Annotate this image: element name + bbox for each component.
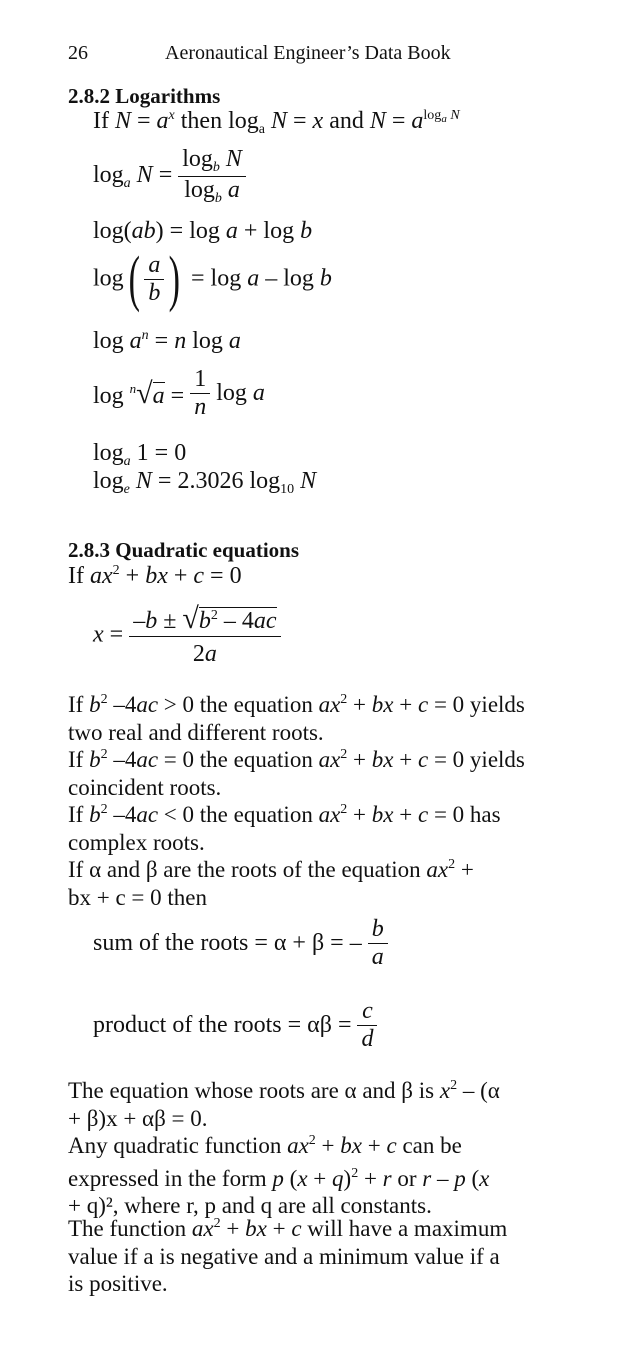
book-title: Aeronautical Engineer’s Data Book	[165, 42, 451, 64]
paragraph-equation-from-roots: The equation whose roots are α and β is $x^2 - (\alpha$ + β)x + αβ = 0.	[68, 1078, 500, 1131]
page-number: 26	[68, 42, 88, 64]
paragraph-max-min: The function $ax^2$ + bx + c will have a maximum value if a is negative and a minimum value if a is positive.	[68, 1216, 508, 1296]
equation-log-product: log(ab) = log a + log b	[93, 218, 313, 244]
section-heading-logarithms: 2.8.2 Logarithms	[68, 84, 221, 108]
paragraph-discriminant-positive: If $b^2$ –4ac > 0 the equation $ax^2$ + bx + c = 0 yields two real and different roots.	[68, 692, 525, 745]
equation-log-definition: If $N = a^x$ then $\log_a N = x$ and $N = a^{log_a N}$	[93, 108, 460, 137]
equation-log-one: $\log_a 1 = 0$	[93, 440, 187, 469]
paragraph-discriminant-negative: If $b^2$ –4ac < 0 the equation $ax^2$ + bx + c = 0 has complex roots.	[68, 802, 501, 855]
equation-natural-log: $\log_e N = 2.3026$ $\log_{10} N$	[93, 468, 317, 497]
equation-log-root: log $^n$√a = $\frac{1}{n}$ log a	[93, 366, 265, 420]
equation-sum-of-roots: sum of the roots = α + β = – $\frac{b}{a}$	[93, 916, 388, 971]
equation-change-of-base: $\log_a N$ = $\frac{\log_b N}{\log_b a}$	[93, 146, 246, 207]
equation-log-power: $\log a^n = n$ log a	[93, 328, 241, 354]
paragraph-discriminant-zero: If $b^2$ –4ac = 0 the equation $ax^2$ + bx + c = 0 yields coincident roots.	[68, 747, 525, 800]
equation-log-quotient: log( $\frac{a}{b}$ ) = log a – log b	[93, 245, 332, 313]
equation-quadratic-formula: x = $\frac{-b \pm √b^2 - 4ac}{2a}$	[93, 602, 281, 668]
paragraph-completed-square: Any quadratic function $ax^2$ + bx + c can be expressed in the form p $(x + q)^2 + r$ or r – p (x + q)², where r, p and q are all constants.	[68, 1133, 490, 1218]
equation-quadratic-general: If $ax^2$ + bx + c = 0	[68, 563, 242, 589]
section-heading-quadratic: 2.8.3 Quadratic equations	[68, 538, 300, 562]
equation-product-of-roots: product of the roots = αβ = $\frac{c}{d}$	[93, 998, 377, 1053]
paragraph-roots-alpha-beta: If α and β are the roots of the equation $ax^2$ + bx + c = 0 then	[68, 857, 474, 910]
